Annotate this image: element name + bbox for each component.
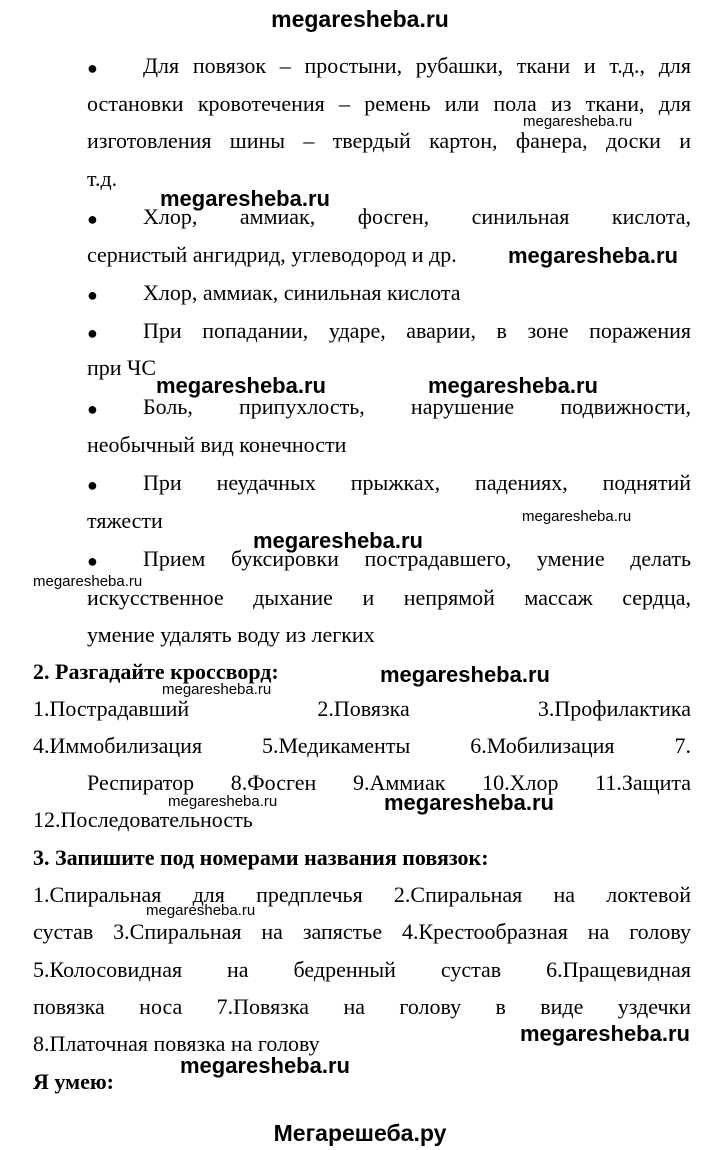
bullet-6-line-2: тяжести bbox=[87, 508, 163, 533]
bullet-1-line-1: Для повязок – простыни, рубашки, ткани и т.д., для bbox=[143, 53, 691, 78]
bullet-5-line-2: необычный вид конечности bbox=[87, 432, 347, 457]
skills-heading: Я умею: bbox=[33, 1069, 114, 1094]
bullet-1-line-2: остановки кровотечения – ремень или пола из ткани, для bbox=[87, 91, 691, 116]
bullet-7-line-1: Прием буксировки пострадавшего, умение делать bbox=[143, 546, 691, 571]
crossword-answer: 9.Аммиак bbox=[352, 770, 446, 795]
crossword-answer: 5.Медикаменты bbox=[262, 733, 411, 758]
crossword-answer: 4.Иммобилизация bbox=[33, 733, 203, 758]
crossword-answer: 11.Защита bbox=[595, 770, 691, 795]
section-3-heading: 3. Запишите под номерами названия повязок: bbox=[33, 845, 489, 870]
watermark: megaresheba.ru bbox=[253, 528, 423, 553]
crossword-row-1 bbox=[33, 696, 691, 722]
crossword-answer: 8.Фосген bbox=[230, 770, 317, 795]
watermark: megaresheba.ru bbox=[520, 1021, 690, 1046]
crossword-row-2 bbox=[33, 733, 691, 759]
section-2-heading: 2. Разгадайте кроссворд: bbox=[33, 659, 279, 684]
watermark: megaresheba.ru bbox=[160, 186, 330, 211]
watermark: megaresheba.ru bbox=[146, 902, 256, 919]
bullet-5-dot: ● bbox=[87, 399, 98, 419]
watermark: megaresheba.ru bbox=[33, 573, 143, 590]
watermark: megaresheba.ru bbox=[384, 790, 554, 815]
bullet-7-line-2: искусственное дыхание и непрямой массаж сердца, bbox=[87, 585, 691, 610]
crossword-answer: 3.Профилактика bbox=[537, 696, 691, 721]
bullet-5-line-1: Боль, припухлость, нарушение подвижности, bbox=[143, 394, 691, 419]
crossword-answer: 1.Пострадавший bbox=[33, 696, 190, 721]
crossword-answer: 2.Повязка bbox=[317, 696, 410, 721]
bullet-3-line-1: Хлор, аммиак, синильная кислота bbox=[143, 280, 461, 305]
bullet-2-line-2: сернистый ангидрид, углеводород и др. bbox=[87, 242, 457, 267]
bandage-line-1: 1.Спиральная для предплечья 2.Спиральная на локтевой bbox=[33, 882, 691, 907]
bullet-2-line-1: Хлор, аммиак, фосген, синильная кислота, bbox=[143, 204, 691, 229]
watermark: megaresheba.ru bbox=[508, 243, 678, 268]
page-footer: Мегарешеба.ру bbox=[273, 1120, 447, 1146]
bullet-4-dot: ● bbox=[87, 323, 98, 343]
crossword-row-4: 12.Последовательность bbox=[33, 807, 253, 832]
watermark: megaresheba.ru bbox=[522, 508, 632, 525]
bandage-line-5: 8.Платочная повязка на голову bbox=[33, 1031, 320, 1056]
bullet-1-line-3: изготовления шины – твердый картон, фанера, доски и bbox=[87, 128, 691, 153]
bullet-1-line-4: т.д. bbox=[87, 166, 118, 191]
watermark: megaresheba.ru bbox=[380, 662, 550, 687]
bandage-line-4: повязка носа 7.Повязка на голову в виде уздечки bbox=[33, 994, 691, 1019]
watermark: megaresheba.ru bbox=[168, 793, 278, 810]
bullet-6-line-1: При неудачных прыжках, падениях, поднятий bbox=[143, 470, 691, 495]
crossword-answer: 7. bbox=[674, 733, 691, 758]
crossword-answer: 6.Мобилизация bbox=[470, 733, 615, 758]
crossword-answer: Респиратор bbox=[87, 770, 195, 795]
watermark: megaresheba.ru bbox=[162, 681, 272, 698]
watermark: megaresheba.ru bbox=[156, 373, 326, 398]
bullet-7-dot: ● bbox=[87, 551, 98, 571]
bullet-1-dot: ● bbox=[87, 58, 98, 78]
bullet-2-dot: ● bbox=[87, 209, 98, 229]
bullet-7-line-3: умение удалять воду из легких bbox=[87, 622, 375, 647]
bullet-6-dot: ● bbox=[87, 475, 98, 495]
bullet-4-line-1: При попадании, ударе, аварии, в зоне поражения bbox=[143, 318, 691, 343]
crossword-answer: 10.Хлор bbox=[482, 770, 559, 795]
watermark: megaresheba.ru bbox=[180, 1053, 350, 1078]
page-header: megaresheba.ru bbox=[271, 6, 449, 32]
bandage-line-3: 5.Колосовидная на бедренный сустав 6.Пращевидная bbox=[33, 957, 691, 982]
bullet-3-dot: ● bbox=[87, 285, 98, 305]
bullet-4-line-2: при ЧС bbox=[87, 355, 157, 380]
watermark: megaresheba.ru bbox=[523, 113, 633, 130]
bandage-line-2: сустав 3.Спиральная на запястье 4.Крестообразная на голову bbox=[33, 919, 691, 944]
watermark: megaresheba.ru bbox=[428, 373, 598, 398]
